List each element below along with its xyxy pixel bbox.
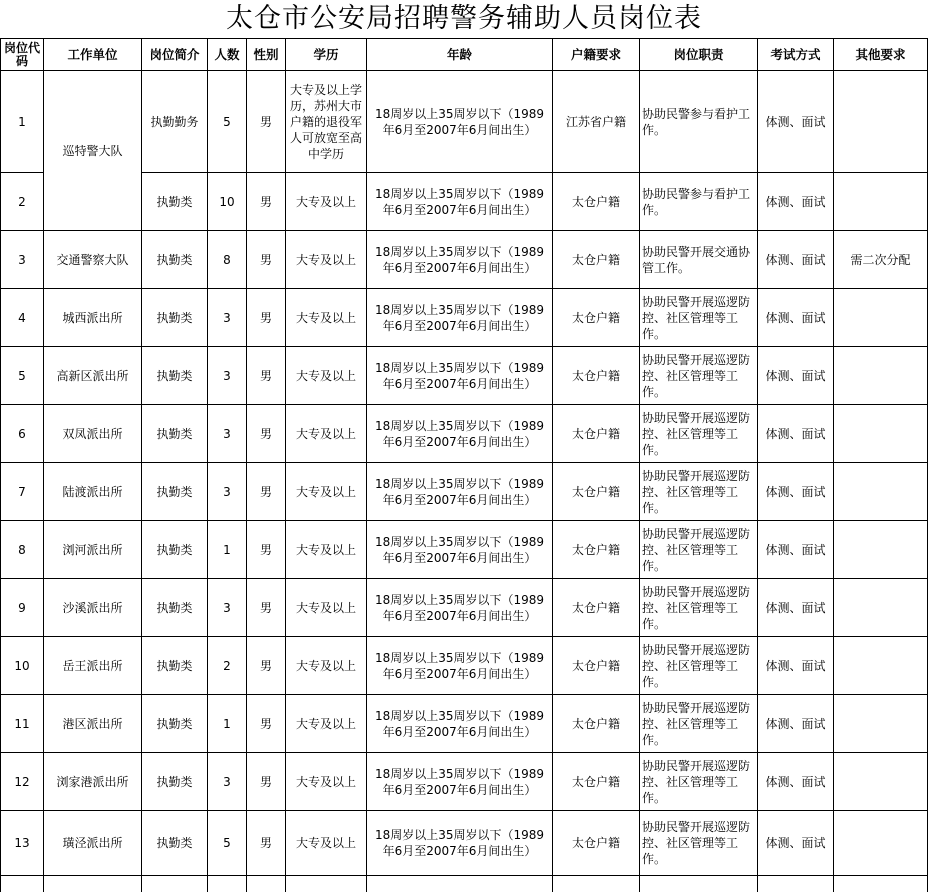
cell-age: 18周岁以上35周岁以下（1989年6月至2007年6月间出生） (367, 463, 553, 521)
cell-exam: 体测、面试 (758, 579, 834, 637)
cell-education: 大专及以上 (286, 811, 367, 876)
cell-age: 18周岁以上35周岁以下（1989年6月至2007年6月间出生） (367, 231, 553, 289)
table-row (1, 463, 928, 521)
cell-other (834, 753, 928, 811)
cell-education: 大专及以上 (286, 231, 367, 289)
cell-education: 大专及以上 (286, 289, 367, 347)
cell-duty: 协助民警开展巡逻防控、社区管理等工作。 (640, 811, 758, 876)
header-hukou: 户籍要求 (553, 39, 640, 71)
cell-other (834, 695, 928, 753)
cell-gender: 男 (247, 71, 286, 173)
cell-other (834, 463, 928, 521)
cell-count: 3 (208, 753, 247, 811)
table-row (1, 637, 928, 695)
cell-count: 5 (208, 811, 247, 876)
cell-age: 18周岁以上35周岁以下（1989年6月至2007年6月间出生） (367, 637, 553, 695)
cell-gender: 男 (247, 347, 286, 405)
table-row (1, 753, 928, 811)
header-code: 岗位代码 (1, 39, 44, 71)
cell-hukou: 太仓户籍 (553, 231, 640, 289)
header-age: 年龄 (367, 39, 553, 71)
cell-unit: 巡特警大队 (44, 71, 142, 231)
cell-unit: 陆渡派出所 (44, 463, 142, 521)
cell-count: 8 (208, 231, 247, 289)
cell-other (834, 405, 928, 463)
cell-other (834, 811, 928, 876)
cell-code: 10 (1, 637, 44, 695)
cell-exam: 体测、面试 (758, 463, 834, 521)
cell-gender: 男 (247, 173, 286, 231)
cell-hukou: 太仓户籍 (553, 579, 640, 637)
cell-intro: 执勤类 (142, 463, 208, 521)
cell-exam: 体测、面试 (758, 405, 834, 463)
cell-unit: 浏家港派出所 (44, 753, 142, 811)
cell-count: 5 (208, 71, 247, 173)
cell-age: 18周岁以上35周岁以下（1989年6月至2007年6月间出生） (367, 289, 553, 347)
cell-intro: 执勤类 (142, 347, 208, 405)
cell-exam: 体测、面试 (758, 173, 834, 231)
cell-code: 7 (1, 463, 44, 521)
cell-hukou: 太仓户籍 (553, 753, 640, 811)
cell-education: 大专及以上 (286, 753, 367, 811)
cell-education: 大专及以上学历，苏州大市户籍的退役军人可放宽至高中学历 (286, 71, 367, 173)
cell-gender: 男 (247, 637, 286, 695)
cell-code: 4 (1, 289, 44, 347)
cell-unit: 双凤派出所 (44, 405, 142, 463)
cell-count: 1 (208, 521, 247, 579)
header-exam: 考试方式 (758, 39, 834, 71)
cell-code: 2 (1, 173, 44, 231)
cell-intro: 执勤类 (142, 405, 208, 463)
cell-age: 18周岁以上35周岁以下（1989年6月至2007年6月间出生） (367, 753, 553, 811)
cell-hukou: 太仓户籍 (553, 405, 640, 463)
cell-count: 3 (208, 347, 247, 405)
cell-other (834, 173, 928, 231)
cell-other (834, 71, 928, 173)
table-row (1, 579, 928, 637)
cell-intro: 执勤类 (142, 231, 208, 289)
cell-unit: 港区派出所 (44, 695, 142, 753)
cell-code: 6 (1, 405, 44, 463)
cell-count: 3 (208, 463, 247, 521)
cell-duty: 协助民警开展巡逻防控、社区管理等工作。 (640, 289, 758, 347)
table-row (1, 231, 928, 289)
positions-table (0, 38, 928, 892)
table-row (1, 521, 928, 579)
cell-duty: 协助民警参与看护工作。 (640, 173, 758, 231)
header-duty: 岗位职责 (640, 39, 758, 71)
cell-hukou: 太仓户籍 (553, 173, 640, 231)
cell-duty: 协助民警开展巡逻防控、社区管理等工作。 (640, 695, 758, 753)
cell-exam: 体测、面试 (758, 71, 834, 173)
cell-exam: 体测、面试 (758, 521, 834, 579)
table-row (1, 695, 928, 753)
header-row (1, 39, 928, 71)
cell-count: 10 (208, 173, 247, 231)
table-row (1, 811, 928, 876)
cell-hukou: 太仓户籍 (553, 521, 640, 579)
cell-duty: 协助民警开展巡逻防控、社区管理等工作。 (640, 463, 758, 521)
cell-gender: 男 (247, 231, 286, 289)
cell-age: 18周岁以上35周岁以下（1989年6月至2007年6月间出生） (367, 173, 553, 231)
cell-education: 大专及以上 (286, 463, 367, 521)
cell-intro: 执勤类 (142, 579, 208, 637)
cell-code: 5 (1, 347, 44, 405)
cell-age: 18周岁以上35周岁以下（1989年6月至2007年6月间出生） (367, 811, 553, 876)
table-row (1, 347, 928, 405)
cell-intro: 执勤类 (142, 811, 208, 876)
cell-code: 1 (1, 71, 44, 173)
cell-code: 8 (1, 521, 44, 579)
cell-exam: 体测、面试 (758, 695, 834, 753)
cell-exam: 体测、面试 (758, 289, 834, 347)
header-gender: 性别 (247, 39, 286, 71)
cell-hukou: 太仓户籍 (553, 811, 640, 876)
cell-count: 3 (208, 405, 247, 463)
table-row (1, 71, 928, 173)
cell-education: 大专及以上 (286, 405, 367, 463)
cell-gender: 男 (247, 579, 286, 637)
cell-intro: 执勤类 (142, 637, 208, 695)
cell-age: 18周岁以上35周岁以下（1989年6月至2007年6月间出生） (367, 71, 553, 173)
cell-code: 13 (1, 811, 44, 876)
cell-hukou: 太仓户籍 (553, 463, 640, 521)
cell-exam: 体测、面试 (758, 753, 834, 811)
cell-other (834, 347, 928, 405)
cell-duty: 协助民警开展巡逻防控、社区管理等工作。 (640, 753, 758, 811)
cell-education: 大专及以上 (286, 173, 367, 231)
cell-gender: 男 (247, 405, 286, 463)
cell-education: 大专及以上 (286, 695, 367, 753)
cell-education: 大专及以上 (286, 637, 367, 695)
cell-duty: 协助民警开展巡逻防控、社区管理等工作。 (640, 521, 758, 579)
cell-code: 3 (1, 231, 44, 289)
cell-other (834, 637, 928, 695)
cell-other (834, 289, 928, 347)
cell-age: 18周岁以上35周岁以下（1989年6月至2007年6月间出生） (367, 405, 553, 463)
table-row-empty (1, 876, 928, 893)
cell-duty: 协助民警开展巡逻防控、社区管理等工作。 (640, 579, 758, 637)
table-row (1, 289, 928, 347)
cell-unit: 沙溪派出所 (44, 579, 142, 637)
cell-exam: 体测、面试 (758, 231, 834, 289)
header-intro: 岗位简介 (142, 39, 208, 71)
cell-hukou: 太仓户籍 (553, 347, 640, 405)
cell-count: 3 (208, 579, 247, 637)
cell-unit: 城西派出所 (44, 289, 142, 347)
cell-intro: 执勤类 (142, 289, 208, 347)
cell-exam: 体测、面试 (758, 637, 834, 695)
cell-gender: 男 (247, 521, 286, 579)
cell-code: 9 (1, 579, 44, 637)
cell-intro: 执勤类 (142, 753, 208, 811)
cell-other (834, 579, 928, 637)
cell-education: 大专及以上 (286, 521, 367, 579)
cell-count: 1 (208, 695, 247, 753)
cell-hukou: 太仓户籍 (553, 637, 640, 695)
cell-age: 18周岁以上35周岁以下（1989年6月至2007年6月间出生） (367, 579, 553, 637)
cell-unit: 交通警察大队 (44, 231, 142, 289)
cell-unit: 浏河派出所 (44, 521, 142, 579)
cell-exam: 体测、面试 (758, 347, 834, 405)
cell-duty: 协助民警开展巡逻防控、社区管理等工作。 (640, 637, 758, 695)
header-count: 人数 (208, 39, 247, 71)
cell-hukou: 江苏省户籍 (553, 71, 640, 173)
table-row (1, 405, 928, 463)
cell-other: 需二次分配 (834, 231, 928, 289)
cell-intro: 执勤类 (142, 521, 208, 579)
cell-unit: 璜泾派出所 (44, 811, 142, 876)
cell-gender: 男 (247, 463, 286, 521)
cell-gender: 男 (247, 811, 286, 876)
cell-gender: 男 (247, 289, 286, 347)
header-unit: 工作单位 (44, 39, 142, 71)
cell-hukou: 太仓户籍 (553, 695, 640, 753)
cell-intro: 执勤类 (142, 173, 208, 231)
cell-unit: 高新区派出所 (44, 347, 142, 405)
cell-education: 大专及以上 (286, 579, 367, 637)
cell-intro: 执勤勤务 (142, 71, 208, 173)
cell-exam: 体测、面试 (758, 811, 834, 876)
cell-duty: 协助民警开展交通协管工作。 (640, 231, 758, 289)
cell-count: 2 (208, 637, 247, 695)
cell-intro: 执勤类 (142, 695, 208, 753)
cell-count: 3 (208, 289, 247, 347)
cell-duty: 协助民警参与看护工作。 (640, 71, 758, 173)
cell-gender: 男 (247, 695, 286, 753)
cell-code: 12 (1, 753, 44, 811)
cell-duty: 协助民警开展巡逻防控、社区管理等工作。 (640, 405, 758, 463)
cell-age: 18周岁以上35周岁以下（1989年6月至2007年6月间出生） (367, 347, 553, 405)
cell-hukou: 太仓户籍 (553, 289, 640, 347)
page-title: 太仓市公安局招聘警务辅助人员岗位表 (226, 3, 702, 34)
cell-gender: 男 (247, 753, 286, 811)
cell-code: 11 (1, 695, 44, 753)
header-education: 学历 (286, 39, 367, 71)
cell-other (834, 521, 928, 579)
cell-duty: 协助民警开展巡逻防控、社区管理等工作。 (640, 347, 758, 405)
cell-education: 大专及以上 (286, 347, 367, 405)
cell-age: 18周岁以上35周岁以下（1989年6月至2007年6月间出生） (367, 521, 553, 579)
header-other: 其他要求 (834, 39, 928, 71)
cell-age: 18周岁以上35周岁以下（1989年6月至2007年6月间出生） (367, 695, 553, 753)
cell-unit: 岳王派出所 (44, 637, 142, 695)
